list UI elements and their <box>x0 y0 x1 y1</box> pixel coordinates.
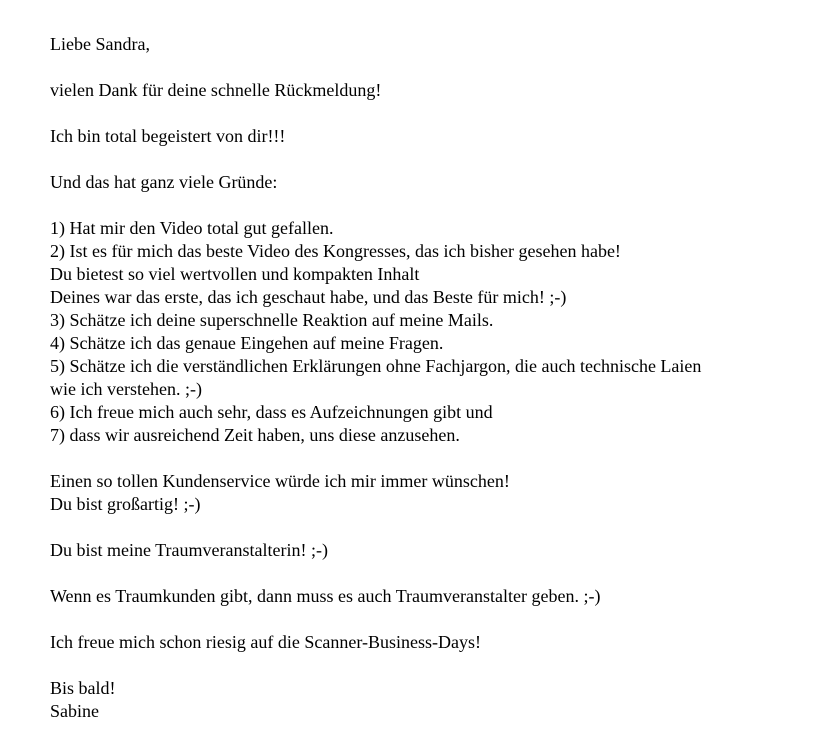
blank-line <box>50 148 790 171</box>
blank-line <box>50 608 790 631</box>
signature: Sabine <box>50 701 99 721</box>
reason-line: 5) Schätze ich die verständlichen Erklärungen ohne Fachjargon, die auch technische Laien <box>50 356 702 376</box>
thanks-line: vielen Dank für deine schnelle Rückmeldung! <box>50 80 382 100</box>
reason-line: Du bietest so viel wertvollen und kompakten Inhalt <box>50 264 420 284</box>
reason-line: 4) Schätze ich das genaue Eingehen auf meine Fragen. <box>50 333 444 353</box>
service-line: Einen so tollen Kundenservice würde ich mir immer wünschen! <box>50 471 510 491</box>
reason-line: 3) Schätze ich deine superschnelle Reaktion auf meine Mails. <box>50 310 494 330</box>
blank-line <box>50 516 790 539</box>
reason-line: 6) Ich freue mich auch sehr, dass es Aufzeichnungen gibt und <box>50 402 493 422</box>
reason-line: 1) Hat mir den Video total gut gefallen. <box>50 218 334 238</box>
dream-customers-line: Wenn es Traumkunden gibt, dann muss es auch Traumveranstalter geben. ;-) <box>50 586 601 606</box>
blank-line <box>50 102 790 125</box>
reason-line: 2) Ist es für mich das beste Video des Kongresses, das ich bisher gesehen habe! <box>50 241 621 261</box>
blank-line <box>50 562 790 585</box>
reasons-intro: Und das hat ganz viele Gründe: <box>50 172 278 192</box>
closing: Bis bald! <box>50 678 116 698</box>
salutation: Liebe Sandra, <box>50 34 150 54</box>
excited-line: Ich bin total begeistert von dir!!! <box>50 126 286 146</box>
letter-body <box>50 33 790 723</box>
reason-line: Deines war das erste, das ich geschaut habe, und das Beste für mich! ;-) <box>50 287 567 307</box>
reason-line: 7) dass wir ausreichend Zeit haben, uns diese anzusehen. <box>50 425 460 445</box>
service-line: Du bist großartig! ;-) <box>50 494 201 514</box>
blank-line <box>50 194 790 217</box>
dream-organizer-line: Du bist meine Traumveranstalterin! ;-) <box>50 540 328 560</box>
blank-line <box>50 447 790 470</box>
blank-line <box>50 56 790 79</box>
looking-forward-line: Ich freue mich schon riesig auf die Scanner-Business-Days! <box>50 632 481 652</box>
blank-line <box>50 654 790 677</box>
reason-line: wie ich verstehen. ;-) <box>50 379 202 399</box>
